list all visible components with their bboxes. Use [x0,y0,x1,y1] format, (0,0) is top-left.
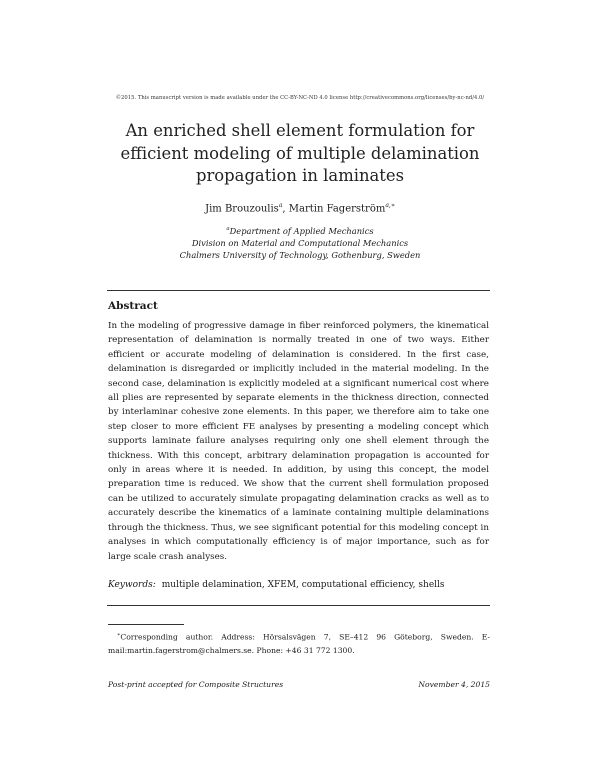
affiliation-line: Chalmers University of Technology, Gothenburg, Sweden [179,249,421,260]
abstract-bottom-rule [107,605,490,606]
footnote-rule [108,624,184,625]
paper-title: An enriched shell element formulation for efficient modeling of multiple delamination propagation in laminates [120,121,480,185]
affiliation-marker: a [226,226,230,232]
affiliation-text: Department of Applied Mechanics [229,225,374,236]
footnote-marker: ∗ [117,632,121,638]
keywords-text: multiple delamination, XFEM, computational efficiency, shells [161,580,445,590]
author-name: Martin Fagerström [288,203,386,215]
abstract-top-rule [107,290,490,291]
license-notice: ©2015. This manuscript version is made available under the CC-BY-NC-ND 4.0 license http://creativecommons.org/licenses/by-nc-nd/4.0/ [115,95,485,101]
author-separator: , [282,203,289,215]
footnote-text: Corresponding author. Address: Hörsalsvägen 7, SE–412 96 Göteborg, Sweden. E-mail:martin.fagerstrom@chalmers.se. Phone: +46 31 772 1300. [108,632,490,655]
affiliation-block [0,223,600,261]
abstract-body: In the modeling of progressive damage in fiber reinforced polymers, the kinematical representation of delamination is normally treated in one of two ways. Either efficient or accurate modeling of delamination is considered. In the first case, delamination is disregarded or implicitly included in the material modeling. In the second case, delamination is explicitly modeled at a significant numerical cost where all plies are represented by separate elements in the thickness direction, connected by interlaminar cohesive zone elements. In this paper, we therefore aim to take one step closer to more efficient FE analyses by presenting a modeling concept which supports laminate failure analyses requiring only one shell element through the thickness. With this concept, arbitrary delamination propagation is accounted for only in areas where it is needed. In addition, by using this concept, the model preparation time is reduced. We show that the current shell formulation proposed can be utilized to accurately simulate propagating delamination cracks as well as to accurately describe the kinematics of a laminate containing multiple delaminations through the thickness. Thus, we see significant potential for this modeling concept in analyses in which computationally efficiency is of major importance, such as for large scale crash analyses. [108,321,489,562]
keywords-label: Keywords: [108,580,156,590]
publication-date: November 4, 2015 [418,680,490,689]
author-list [0,202,600,214]
author-name: Jim Brouzoulis [205,203,279,215]
affiliation-marker: a,∗ [385,202,395,209]
abstract-heading: Abstract [108,300,158,312]
affiliation-line: Division on Material and Computational Mechanics [191,237,409,248]
affiliation-marker: a [278,202,283,209]
keywords-line [108,580,490,590]
publication-note: Post-print accepted for Composite Structures [108,680,284,689]
affiliation-line [0,223,600,237]
corresponding-author-footnote [108,629,490,657]
